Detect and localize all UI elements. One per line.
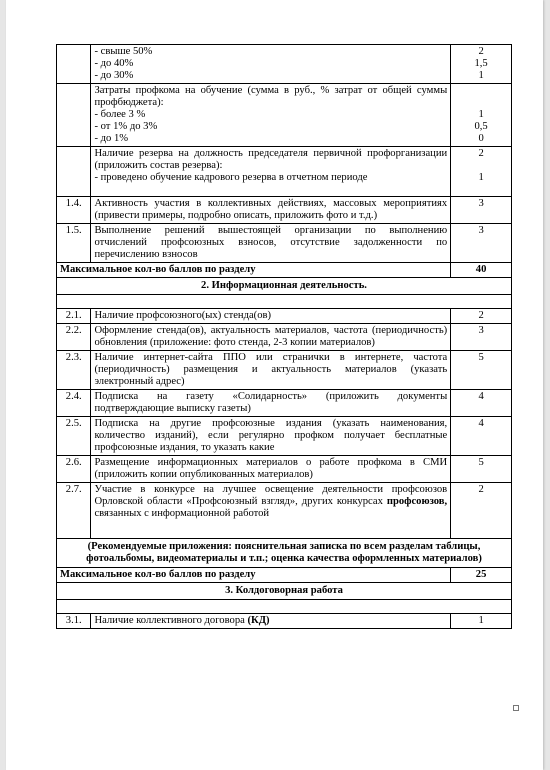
number-cell: 2.7. <box>57 483 91 539</box>
table-row <box>57 224 512 263</box>
number-cell: 1.5. <box>57 224 91 263</box>
criterion-text: - свыше 50% - до 40% - до 30% <box>91 45 451 84</box>
table-row <box>57 84 512 147</box>
table-row <box>57 614 512 629</box>
number-cell: 2.2. <box>57 324 91 351</box>
table-row <box>57 351 512 390</box>
points-cell: 1 0,5 0 <box>451 84 512 147</box>
criteria-table <box>56 44 512 629</box>
recommended-row <box>57 539 512 568</box>
criterion-text: Подписка на другие профсоюзные издания (указать наименования, количество изданий), если регулярно профком получает бесплатные профсоюзные издания, то указать какие <box>91 417 451 456</box>
max-points-label: Максимальное кол-во баллов по разделу <box>57 568 451 583</box>
number-cell: 2.3. <box>57 351 91 390</box>
table-row <box>57 45 512 84</box>
points-cell: 2 1,5 1 <box>451 45 512 84</box>
spacer-row <box>57 600 512 614</box>
table-row <box>57 417 512 456</box>
points-cell: 3 <box>451 197 512 224</box>
table-row <box>57 197 512 224</box>
table-row <box>57 324 512 351</box>
points-cell: 3 <box>451 324 512 351</box>
criterion-text: Подписка на газету «Солидарность» (приложить документы подтверждающие выписку газеты) <box>91 390 451 417</box>
number-cell <box>57 84 91 147</box>
max-points-label: Максимальное кол-во баллов по разделу <box>57 263 451 278</box>
points-cell: 2 <box>451 309 512 324</box>
max-points-value: 25 <box>451 568 512 583</box>
number-cell: 2.6. <box>57 456 91 483</box>
points-cell: 3 <box>451 224 512 263</box>
number-cell: 2.5. <box>57 417 91 456</box>
points-cell: 4 <box>451 390 512 417</box>
points-cell: 2 <box>451 483 512 539</box>
number-cell: 1.4. <box>57 197 91 224</box>
max-points-row <box>57 568 512 583</box>
points-cell: 1 <box>451 614 512 629</box>
table-row <box>57 309 512 324</box>
table-row <box>57 483 512 539</box>
table-row <box>57 456 512 483</box>
spacer-cell <box>57 295 512 309</box>
criterion-text: Затраты профкома на обучение (сумма в руб., % затрат от общей суммы профбюджета): - более 3 % - от 1% до 3% - до 1% <box>91 84 451 147</box>
number-cell <box>57 147 91 197</box>
section-title: 3. Колдоговорная работа <box>57 583 512 600</box>
points-cell: 2 1 <box>451 147 512 197</box>
number-cell: 2.1. <box>57 309 91 324</box>
criterion-text: Наличие резерва на должность председателя первичной профорганизации (приложить состав резерва): - проведено обучение кадрового резерва в отчетном периоде <box>91 147 451 197</box>
criterion-text: Оформление стенда(ов), актуальность материалов, частота (периодичность) обновления (приложение: фото стенда, 2-3 копии материалов) <box>91 324 451 351</box>
spacer-cell <box>57 600 512 614</box>
criterion-text: Активность участия в коллективных действиях, массовых мероприятиях (привести примеры, подробно описать, приложить фото и т.д.) <box>91 197 451 224</box>
criterion-text: Наличие коллективного договора (КД) <box>91 614 451 629</box>
table-row <box>57 390 512 417</box>
criterion-text: Выполнение решений вышестоящей организации по выполнению отчислений профсоюзных взносов, отсутствие задолженности по перечислению взносов <box>91 224 451 263</box>
points-cell: 4 <box>451 417 512 456</box>
points-cell: 5 <box>451 351 512 390</box>
criterion-text: Наличие профсоюзного(ых) стенда(ов) <box>91 309 451 324</box>
table-row <box>57 147 512 197</box>
number-cell: 3.1. <box>57 614 91 629</box>
number-cell: 2.4. <box>57 390 91 417</box>
max-points-value: 40 <box>451 263 512 278</box>
document-page <box>6 0 543 770</box>
section-title: 2. Информационная деятельность. <box>57 278 512 295</box>
max-points-row <box>57 263 512 278</box>
number-cell <box>57 45 91 84</box>
criterion-text: Размещение информационных материалов о работе профкома в СМИ (приложить копии опубликованных материалов) <box>91 456 451 483</box>
points-cell: 5 <box>451 456 512 483</box>
section-heading-row <box>57 583 512 600</box>
criterion-text: Наличие интернет-сайта ППО или странички в интернете, частота (периодичность) размещения и актуальность материалов (указать электронный адрес) <box>91 351 451 390</box>
recommended-note: (Рекомендуемые приложения: пояснительная записка по всем разделам таблицы, фотоальбомы, видеоматериалы и т.п.; оценка качества оформленных материалов) <box>57 539 512 568</box>
table-resize-handle[interactable] <box>513 705 519 711</box>
section-heading-row <box>57 278 512 295</box>
criterion-text: Участие в конкурсе на лучшее освещение деятельности профсоюзов Орловской области «Профсоюзный взгляд», других конкурсах профсоюзов, связанных с информационной работой <box>91 483 451 539</box>
spacer-row <box>57 295 512 309</box>
